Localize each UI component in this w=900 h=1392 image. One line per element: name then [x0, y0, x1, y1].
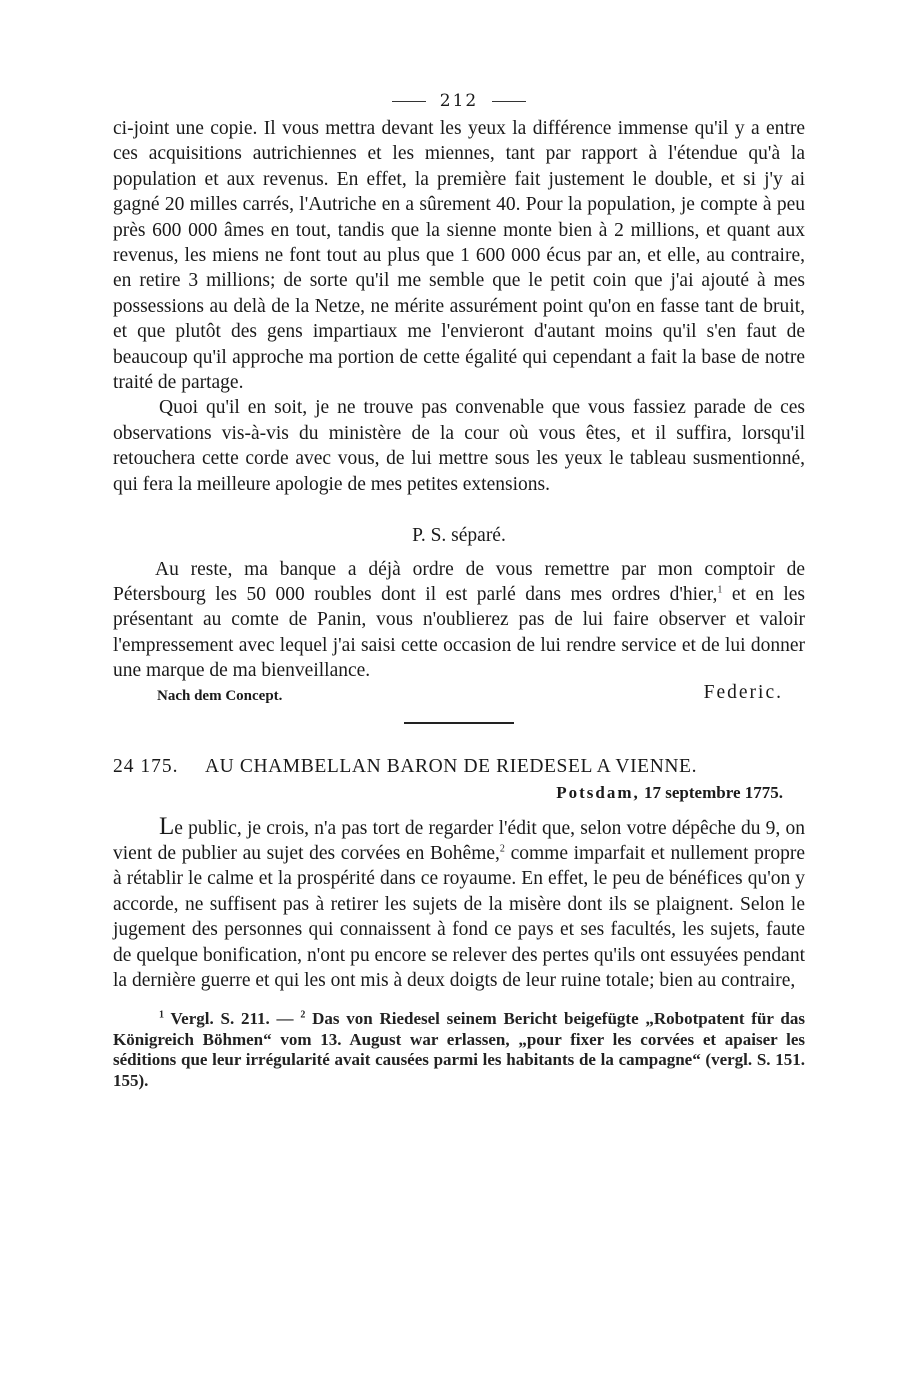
- page-number: 212: [439, 91, 479, 111]
- signature-row: [113, 681, 805, 712]
- continued-letter: [113, 116, 805, 712]
- footnotes: [113, 1009, 805, 1091]
- section-divider: [404, 722, 514, 724]
- postscript-title: P. S. séparé.: [412, 525, 506, 547]
- header-rule-left: [392, 101, 426, 102]
- postscript-text-2: et en les présentant au comte de Panin, vous n'oublierez pas de lui faire observer et valoir l'empressement avec lequel j'ai saisi cette occasion de lui rendre service et de lui donner une marque de ma bienveillance.: [113, 583, 806, 682]
- footnote-2-text: Das von Riedesel seinem Bericht beigefügte „Robotpatent für das Königreich Böhmen“ vom 13. August war erlassen, „pour fixer les corvées et apaiser les séditions que leur irrégularité avait causées parmi les habitants de la campagne“ (vergl. S. 151. 155).: [113, 1009, 805, 1090]
- letter-text-2: comme imparfait et nullement propre à rétablir le calme et la prospérité dans ce royaume. En effet, le peu de bénéfices qu'on y accorde, ne suffisent pas à retirer les sujets de la misère dont ils se plaignent. Selon le jugement des personnes qui connaissent à fond ce pays et ses facultés, les sujets, faute de quelque bonification, n'ont pu encore se relever des pertes qu'ils ont essuyées pendant la dernière guerre et qui les ont mis à deux doigts de leur ruine totale; bien au contraire,: [113, 842, 806, 991]
- letter-body: [113, 814, 805, 994]
- footnote-mark-1: 1: [159, 1009, 164, 1021]
- footnote-mark-2: 2: [300, 1009, 306, 1021]
- footnote-ref-1: 1: [717, 584, 723, 596]
- footnote-ref-2: 2: [499, 843, 505, 855]
- letter-text-1: e public, je crois, n'a pas tort de regarder l'édit que, selon votre dépêche du 9, on vient de publier au sujet des corvées en Bohême,: [113, 817, 805, 864]
- book-page: [113, 86, 805, 1091]
- signature: Federic.: [703, 681, 783, 703]
- footnote-1-text: Vergl. S. 211. —: [164, 1009, 301, 1029]
- postscript-text-1: Au reste, ma banque a déjà ordre de vous remettre par mon comptoir de Pétersbourg les 50 000 roubles dont il est parlé dans mes ordres d'hier,: [113, 558, 805, 605]
- initial-letter: L: [159, 812, 175, 840]
- paragraph-2: Quoi qu'il en soit, je ne trouve pas convenable que vous fassiez parade de ces observations vis-à-vis du ministère de la cour où vous êtes, et il suffira, lorsqu'il retouchera cette corde avec vous, de lui mettre sous les yeux le tableau susmentionné, qui fera la meilleure apologie de mes petites extensions.: [113, 397, 805, 495]
- letter-paragraph: [113, 814, 805, 994]
- letter-title: AU CHAMBELLAN BARON DE RIEDESEL A VIENNE.: [205, 755, 698, 777]
- postscript-paragraph: [113, 557, 805, 684]
- paragraph-1: ci-joint une copie. Il vous mettra devant les yeux la différence immense qu'il y a entre ces acquisitions autrichiennes et les miennes, tant par rapport à l'étendue qu'à la population et aux revenus. En effet, la première fait justement le double, et si j'y ai gagné 20 milles carrés, l'Autriche en a sûrement 40. Pour la population, je compte à peu près 600 000 âmes en tout, tandis que la sienne monte bien à 2 millions, et quant aux revenus, les miens ne font tout au plus que 1 600 000 écus par an, et elle, au contraire, en retire 3 millions; de sorte qu'il me semble que le petit coin que j'ai ajouté à mes possessions au delà de la Netze, ne mérite assurément point qu'on en fasse tant de bruit, et que plutôt des gens impartiaux me l'envieront d'autant moins qu'il s'en faut de beaucoup qu'il approche ma portion de cette égalité qui cependant a fait la base de notre traité de partage.: [113, 118, 805, 394]
- source-note: Nach dem Concept.: [157, 687, 283, 704]
- header-rule-right: [492, 101, 526, 102]
- running-header: [113, 86, 805, 116]
- dateline: [113, 780, 805, 806]
- letter-heading: [113, 754, 805, 780]
- footnote-block: [113, 1009, 805, 1091]
- letter-date: 17 septembre 1775.: [644, 782, 783, 802]
- letter-number: 24 175.: [113, 755, 179, 777]
- letter-place: Potsdam,: [556, 782, 640, 802]
